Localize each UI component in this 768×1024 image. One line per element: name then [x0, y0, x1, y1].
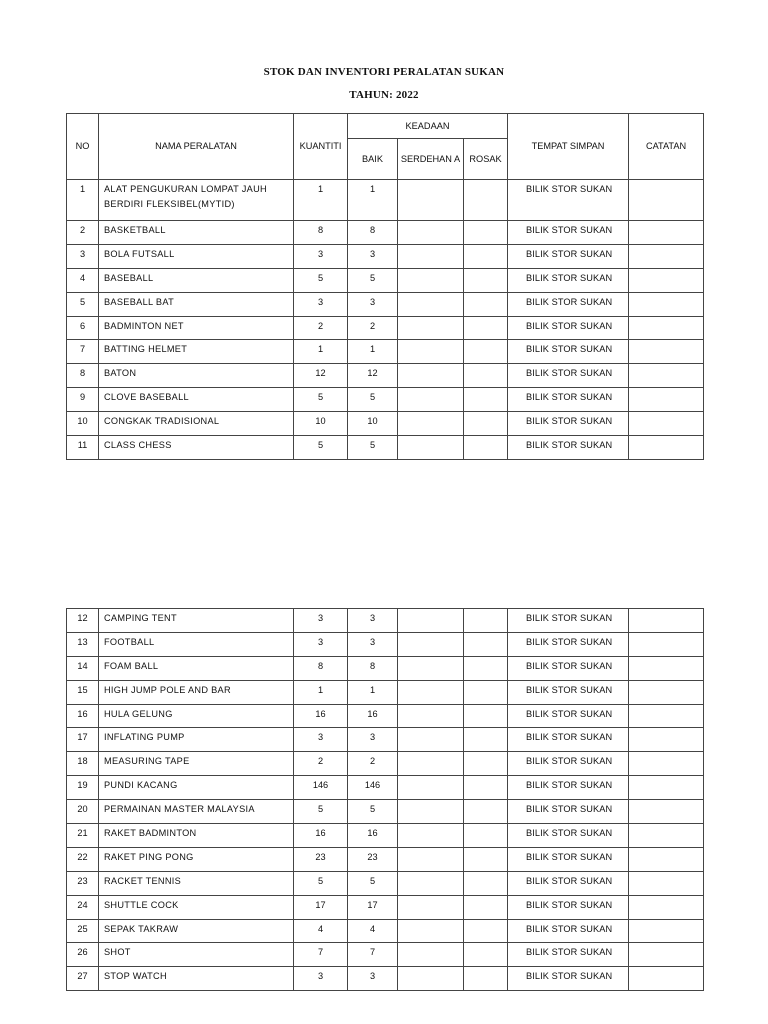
cell-baik: 5	[348, 436, 398, 460]
cell-serdehana	[398, 436, 464, 460]
cell-nama-peralatan: ALAT PENGUKURAN LOMPAT JAUH BERDIRI FLEKSIBEL(MYTID)	[99, 180, 294, 221]
cell-rosak	[464, 919, 508, 943]
cell-baik: 7	[348, 943, 398, 967]
cell-nama-peralatan: HIGH JUMP POLE AND BAR	[99, 680, 294, 704]
cell-serdehana	[398, 967, 464, 991]
table-row	[67, 776, 704, 800]
cell-serdehana	[398, 776, 464, 800]
cell-rosak	[464, 680, 508, 704]
cell-rosak	[464, 316, 508, 340]
cell-nama-peralatan: CLOVE BASEBALL	[99, 388, 294, 412]
document-title: STOK DAN INVENTORI PERALATAN SUKAN	[263, 66, 505, 78]
cell-tempat-simpan: BILIK STOR SUKAN	[508, 680, 629, 704]
cell-tempat-simpan: BILIK STOR SUKAN	[508, 180, 629, 221]
cell-baik: 2	[348, 752, 398, 776]
cell-kuantiti: 5	[294, 800, 348, 824]
inventory-table-2	[66, 608, 704, 991]
cell-serdehana	[398, 895, 464, 919]
cell-serdehana	[398, 221, 464, 245]
table-row	[67, 436, 704, 460]
cell-baik: 3	[348, 609, 398, 633]
cell-baik: 16	[348, 824, 398, 848]
cell-nama-peralatan: BATON	[99, 364, 294, 388]
table-row	[67, 609, 704, 633]
cell-kuantiti: 4	[294, 919, 348, 943]
cell-nama-peralatan: CAMPING TENT	[99, 609, 294, 633]
cell-nama-peralatan: SHUTTLE COCK	[99, 895, 294, 919]
table-row	[67, 388, 704, 412]
cell-catatan	[629, 268, 704, 292]
cell-nama-peralatan: BASEBALL	[99, 268, 294, 292]
table-row	[67, 704, 704, 728]
cell-serdehana	[398, 680, 464, 704]
cell-no: 15	[67, 680, 99, 704]
cell-catatan	[629, 871, 704, 895]
cell-serdehana	[398, 656, 464, 680]
cell-catatan	[629, 680, 704, 704]
cell-catatan	[629, 800, 704, 824]
cell-catatan	[629, 704, 704, 728]
cell-tempat-simpan: BILIK STOR SUKAN	[508, 632, 629, 656]
cell-tempat-simpan: BILIK STOR SUKAN	[508, 824, 629, 848]
cell-no: 18	[67, 752, 99, 776]
cell-tempat-simpan: BILIK STOR SUKAN	[508, 847, 629, 871]
cell-tempat-simpan: BILIK STOR SUKAN	[508, 388, 629, 412]
cell-nama-peralatan: SHOT	[99, 943, 294, 967]
cell-no: 3	[67, 244, 99, 268]
cell-tempat-simpan: BILIK STOR SUKAN	[508, 895, 629, 919]
table-row	[67, 316, 704, 340]
cell-rosak	[464, 364, 508, 388]
cell-baik: 3	[348, 632, 398, 656]
cell-nama-peralatan: HULA GELUNG	[99, 704, 294, 728]
cell-kuantiti: 3	[294, 632, 348, 656]
cell-kuantiti: 17	[294, 895, 348, 919]
cell-serdehana	[398, 752, 464, 776]
table-row	[67, 340, 704, 364]
cell-baik: 5	[348, 800, 398, 824]
cell-catatan	[629, 180, 704, 221]
table-row	[67, 244, 704, 268]
cell-kuantiti: 16	[294, 824, 348, 848]
header-tempat-simpan: TEMPAT SIMPAN	[508, 114, 629, 180]
cell-kuantiti: 23	[294, 847, 348, 871]
cell-serdehana	[398, 704, 464, 728]
cell-serdehana	[398, 364, 464, 388]
cell-nama-peralatan: PUNDI KACANG	[99, 776, 294, 800]
cell-nama-peralatan: BOLA FUTSALL	[99, 244, 294, 268]
cell-rosak	[464, 728, 508, 752]
cell-nama-peralatan: FOOTBALL	[99, 632, 294, 656]
cell-catatan	[629, 776, 704, 800]
cell-nama-peralatan: MEASURING TAPE	[99, 752, 294, 776]
table-row	[67, 412, 704, 436]
cell-catatan	[629, 436, 704, 460]
cell-serdehana	[398, 268, 464, 292]
cell-no: 5	[67, 292, 99, 316]
table-row	[67, 800, 704, 824]
cell-tempat-simpan: BILIK STOR SUKAN	[508, 316, 629, 340]
cell-baik: 146	[348, 776, 398, 800]
cell-no: 12	[67, 609, 99, 633]
cell-tempat-simpan: BILIK STOR SUKAN	[508, 221, 629, 245]
cell-serdehana	[398, 847, 464, 871]
cell-nama-peralatan: CLASS CHESS	[99, 436, 294, 460]
cell-no: 7	[67, 340, 99, 364]
cell-rosak	[464, 704, 508, 728]
header-baik: BAIK	[348, 139, 398, 180]
cell-serdehana	[398, 943, 464, 967]
cell-tempat-simpan: BILIK STOR SUKAN	[508, 919, 629, 943]
cell-baik: 3	[348, 244, 398, 268]
cell-tempat-simpan: BILIK STOR SUKAN	[508, 943, 629, 967]
cell-nama-peralatan: INFLATING PUMP	[99, 728, 294, 752]
cell-nama-peralatan: CONGKAK TRADISIONAL	[99, 412, 294, 436]
table-row	[67, 180, 704, 221]
cell-baik: 3	[348, 292, 398, 316]
table-row	[67, 871, 704, 895]
cell-catatan	[629, 244, 704, 268]
cell-serdehana	[398, 340, 464, 364]
cell-tempat-simpan: BILIK STOR SUKAN	[508, 656, 629, 680]
cell-tempat-simpan: BILIK STOR SUKAN	[508, 609, 629, 633]
table-row	[67, 919, 704, 943]
cell-serdehana	[398, 292, 464, 316]
cell-catatan	[629, 412, 704, 436]
cell-serdehana	[398, 316, 464, 340]
document-year: TAHUN: 2022	[349, 89, 419, 101]
cell-serdehana	[398, 388, 464, 412]
cell-serdehana	[398, 800, 464, 824]
cell-kuantiti: 16	[294, 704, 348, 728]
cell-rosak	[464, 412, 508, 436]
cell-kuantiti: 3	[294, 728, 348, 752]
cell-kuantiti: 3	[294, 244, 348, 268]
cell-kuantiti: 5	[294, 436, 348, 460]
cell-kuantiti: 8	[294, 221, 348, 245]
cell-catatan	[629, 824, 704, 848]
cell-catatan	[629, 221, 704, 245]
cell-rosak	[464, 776, 508, 800]
cell-nama-peralatan: STOP WATCH	[99, 967, 294, 991]
cell-baik: 1	[348, 340, 398, 364]
table-row	[67, 656, 704, 680]
cell-tempat-simpan: BILIK STOR SUKAN	[508, 244, 629, 268]
cell-rosak	[464, 388, 508, 412]
cell-tempat-simpan: BILIK STOR SUKAN	[508, 776, 629, 800]
cell-baik: 2	[348, 316, 398, 340]
cell-no: 2	[67, 221, 99, 245]
cell-tempat-simpan: BILIK STOR SUKAN	[508, 268, 629, 292]
cell-serdehana	[398, 609, 464, 633]
cell-no: 20	[67, 800, 99, 824]
cell-rosak	[464, 268, 508, 292]
cell-nama-peralatan: RAKET PING PONG	[99, 847, 294, 871]
cell-kuantiti: 3	[294, 609, 348, 633]
cell-serdehana	[398, 871, 464, 895]
cell-serdehana	[398, 824, 464, 848]
cell-kuantiti: 146	[294, 776, 348, 800]
cell-no: 22	[67, 847, 99, 871]
cell-nama-peralatan: PERMAINAN MASTER MALAYSIA	[99, 800, 294, 824]
cell-rosak	[464, 824, 508, 848]
cell-kuantiti: 1	[294, 180, 348, 221]
cell-no: 24	[67, 895, 99, 919]
table-row	[67, 221, 704, 245]
cell-nama-peralatan: BATTING HELMET	[99, 340, 294, 364]
cell-rosak	[464, 656, 508, 680]
cell-no: 21	[67, 824, 99, 848]
cell-serdehana	[398, 632, 464, 656]
cell-catatan	[629, 632, 704, 656]
table-row	[67, 632, 704, 656]
cell-no: 19	[67, 776, 99, 800]
cell-no: 10	[67, 412, 99, 436]
cell-catatan	[629, 340, 704, 364]
cell-baik: 10	[348, 412, 398, 436]
cell-tempat-simpan: BILIK STOR SUKAN	[508, 340, 629, 364]
cell-no: 27	[67, 967, 99, 991]
cell-rosak	[464, 895, 508, 919]
cell-baik: 5	[348, 871, 398, 895]
cell-tempat-simpan: BILIK STOR SUKAN	[508, 292, 629, 316]
header-nama-peralatan: NAMA PERALATAN	[99, 114, 294, 180]
cell-baik: 1	[348, 180, 398, 221]
cell-no: 13	[67, 632, 99, 656]
cell-serdehana	[398, 244, 464, 268]
cell-no: 23	[67, 871, 99, 895]
inventory-table-1	[66, 113, 704, 460]
cell-baik: 17	[348, 895, 398, 919]
cell-rosak	[464, 967, 508, 991]
cell-rosak	[464, 436, 508, 460]
cell-kuantiti: 1	[294, 340, 348, 364]
cell-rosak	[464, 292, 508, 316]
cell-rosak	[464, 244, 508, 268]
table-row	[67, 364, 704, 388]
cell-kuantiti: 2	[294, 752, 348, 776]
table-row	[67, 895, 704, 919]
cell-kuantiti: 10	[294, 412, 348, 436]
cell-catatan	[629, 752, 704, 776]
cell-baik: 16	[348, 704, 398, 728]
cell-tempat-simpan: BILIK STOR SUKAN	[508, 967, 629, 991]
cell-baik: 5	[348, 388, 398, 412]
cell-nama-peralatan: BASKETBALL	[99, 221, 294, 245]
cell-rosak	[464, 871, 508, 895]
cell-serdehana	[398, 728, 464, 752]
cell-catatan	[629, 967, 704, 991]
cell-catatan	[629, 292, 704, 316]
cell-nama-peralatan: RACKET TENNIS	[99, 871, 294, 895]
cell-no: 8	[67, 364, 99, 388]
header-kuantiti: KUANTITI	[294, 114, 348, 180]
cell-kuantiti: 8	[294, 656, 348, 680]
cell-no: 25	[67, 919, 99, 943]
cell-baik: 3	[348, 728, 398, 752]
cell-kuantiti: 2	[294, 316, 348, 340]
cell-no: 6	[67, 316, 99, 340]
cell-no: 9	[67, 388, 99, 412]
cell-no: 16	[67, 704, 99, 728]
table-row	[67, 728, 704, 752]
header-keadaan: KEADAAN	[348, 114, 508, 139]
cell-rosak	[464, 632, 508, 656]
cell-baik: 12	[348, 364, 398, 388]
cell-rosak	[464, 943, 508, 967]
cell-catatan	[629, 364, 704, 388]
header-rosak: ROSAK	[464, 139, 508, 180]
cell-kuantiti: 1	[294, 680, 348, 704]
cell-catatan	[629, 656, 704, 680]
table-row	[67, 268, 704, 292]
cell-nama-peralatan: BADMINTON NET	[99, 316, 294, 340]
cell-rosak	[464, 752, 508, 776]
cell-rosak	[464, 609, 508, 633]
cell-kuantiti: 3	[294, 292, 348, 316]
header-serdehana: SERDEHAN A	[398, 139, 464, 180]
cell-tempat-simpan: BILIK STOR SUKAN	[508, 871, 629, 895]
cell-tempat-simpan: BILIK STOR SUKAN	[508, 436, 629, 460]
cell-nama-peralatan: RAKET BADMINTON	[99, 824, 294, 848]
cell-nama-peralatan: FOAM BALL	[99, 656, 294, 680]
table-row	[67, 967, 704, 991]
cell-tempat-simpan: BILIK STOR SUKAN	[508, 752, 629, 776]
cell-baik: 23	[348, 847, 398, 871]
cell-tempat-simpan: BILIK STOR SUKAN	[508, 800, 629, 824]
cell-catatan	[629, 609, 704, 633]
cell-serdehana	[398, 180, 464, 221]
table-row	[67, 943, 704, 967]
cell-kuantiti: 12	[294, 364, 348, 388]
cell-baik: 4	[348, 919, 398, 943]
cell-baik: 8	[348, 656, 398, 680]
cell-tempat-simpan: BILIK STOR SUKAN	[508, 704, 629, 728]
cell-rosak	[464, 221, 508, 245]
table-row	[67, 847, 704, 871]
cell-kuantiti: 7	[294, 943, 348, 967]
cell-kuantiti: 5	[294, 871, 348, 895]
table-row	[67, 824, 704, 848]
cell-catatan	[629, 388, 704, 412]
cell-tempat-simpan: BILIK STOR SUKAN	[508, 728, 629, 752]
cell-kuantiti: 5	[294, 388, 348, 412]
cell-baik: 1	[348, 680, 398, 704]
cell-catatan	[629, 316, 704, 340]
cell-kuantiti: 3	[294, 967, 348, 991]
cell-kuantiti: 5	[294, 268, 348, 292]
cell-nama-peralatan: BASEBALL BAT	[99, 292, 294, 316]
cell-baik: 8	[348, 221, 398, 245]
cell-baik: 5	[348, 268, 398, 292]
table-row	[67, 292, 704, 316]
cell-rosak	[464, 847, 508, 871]
cell-no: 4	[67, 268, 99, 292]
cell-catatan	[629, 919, 704, 943]
cell-no: 14	[67, 656, 99, 680]
header-catatan: CATATAN	[629, 114, 704, 180]
cell-no: 17	[67, 728, 99, 752]
cell-baik: 3	[348, 967, 398, 991]
header-no: NO	[67, 114, 99, 180]
cell-serdehana	[398, 412, 464, 436]
cell-catatan	[629, 728, 704, 752]
cell-nama-peralatan: SEPAK TAKRAW	[99, 919, 294, 943]
cell-no: 1	[67, 180, 99, 221]
cell-rosak	[464, 800, 508, 824]
cell-no: 11	[67, 436, 99, 460]
table-row	[67, 680, 704, 704]
cell-no: 26	[67, 943, 99, 967]
cell-rosak	[464, 340, 508, 364]
cell-catatan	[629, 847, 704, 871]
cell-tempat-simpan: BILIK STOR SUKAN	[508, 364, 629, 388]
table-row	[67, 752, 704, 776]
cell-rosak	[464, 180, 508, 221]
cell-catatan	[629, 943, 704, 967]
cell-serdehana	[398, 919, 464, 943]
cell-tempat-simpan: BILIK STOR SUKAN	[508, 412, 629, 436]
cell-catatan	[629, 895, 704, 919]
